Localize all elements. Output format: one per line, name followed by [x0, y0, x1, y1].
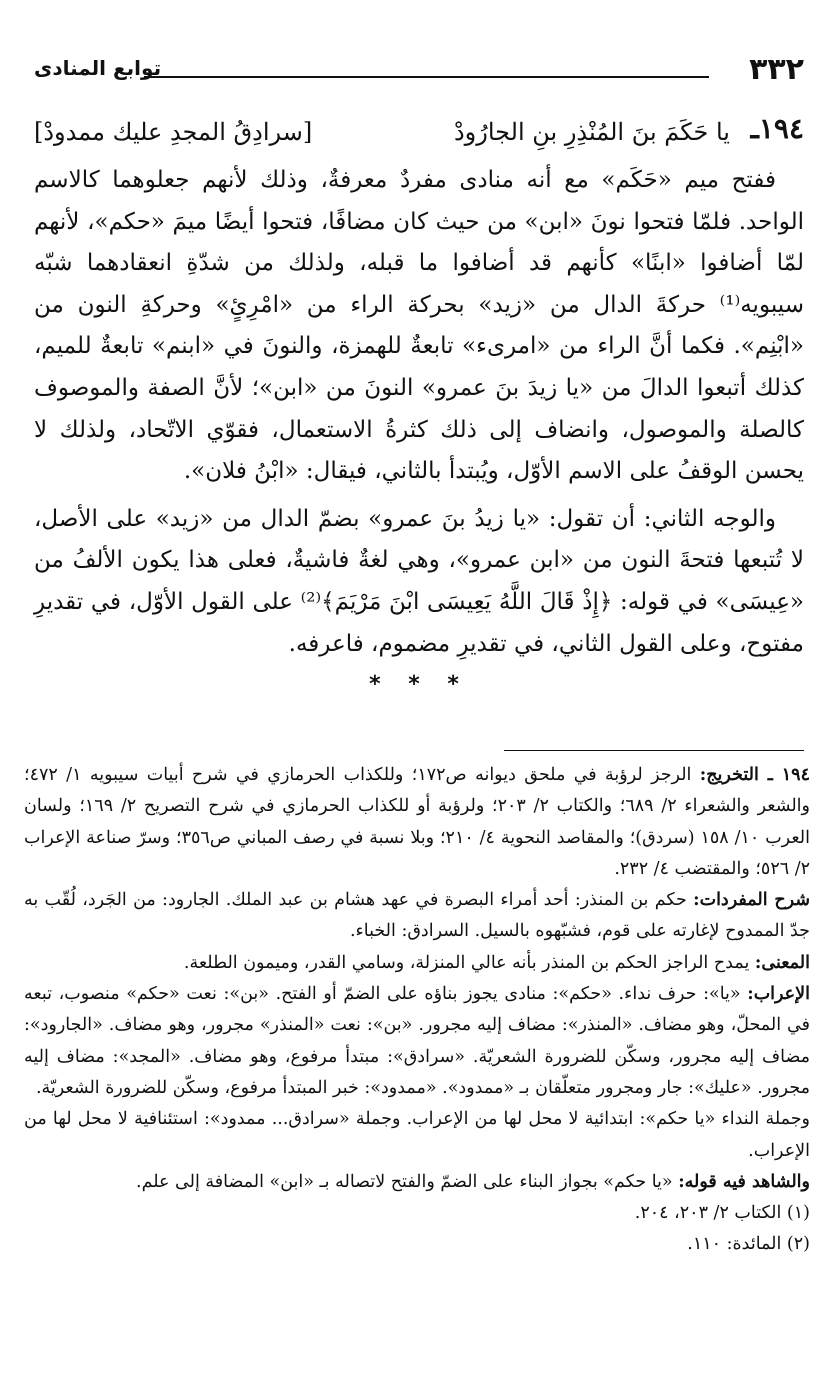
verse-number: ١٩٤ـ [750, 112, 804, 145]
note-shahid [24, 1167, 810, 1198]
page-header [34, 52, 804, 86]
mana-label: المعنى: [754, 952, 810, 973]
irab-text: «يا»: حرف نداء. «حكم»: منادى يجوز بناؤه على الضمّ أو الفتح. «بن»: نعت «حكم» منصوب، تبعه في المحلّ، وهو مضاف. «المنذر»: مضاف إليه مجرور. «بن»: نعت «المنذر» مجرور، وهو مضاف. «الجارود»: مضاف إليه مجرور، وسكّن للضرورة الشعريّة. «سرادق»: مبتدأ مرفوع، وهو مضاف. «المجد»: مضاف إليه مجرور. «عليك»: جار ومجرور متعلّقان بـ «ممدود». «ممدود»: خبر المبتدأ مرفوع، وسكّن للضرورة الشعريّة. [24, 984, 810, 1098]
running-title: توابع المنادى [34, 56, 162, 80]
mana-text: يمدح الراجز الحكم بن المنذر بأنه عالي المنزلة، وسامي القدر، وميمون الطلعة. [183, 952, 750, 973]
irab-label: الإعراب: [747, 984, 810, 1005]
header-rule [144, 76, 709, 78]
note-mufradat [24, 885, 810, 948]
verse-second-hemistich: [سرادِقُ المجدِ عليك ممدودْ] [34, 118, 313, 146]
footnote-rule [504, 750, 804, 751]
note-irab [24, 979, 810, 1104]
takhrij-label: ١٩٤ ـ التخريج: [699, 765, 810, 785]
shahid-text: «يا حكم» بجواز البناء على الضمّ والفتح لاتصاله بـ «ابن» المضافة إلى علم. [136, 1171, 673, 1192]
paragraph-1: ففتح ميم «حَكَم» مع أنه منادى مفردٌ معرفةٌ، وذلك لأنهم جعلوهما كالاسم الواحد. فلمّا فتحوا نونَ «ابن» من حيث كان مضافًا، فتحوا أيضًا ميمَ «حكم»، لأنهم لمّا أضافوا «ابنًا» كأنهم قد أضافوا ما قبله، ولذلك من شدّةِ انعقادهما شبّه سيبويه⁽¹⁾ حركةَ الدال من «زيد» بحركة الراء من «امْرِئٍ» وحركةِ النون من «ابْنِم». فكما أنَّ الراء من «امرىء» تابعةٌ للهمزة، والنونَ في «ابنم» تابعةٌ للميم، كذلك أتبعوا الدالَ من «يا زيدَ بنَ عمرو» النونَ من «ابن»؛ لأنَّ الصفة والموصوف كالصلة والموصول، وانضاف إلى ذلك كثرةُ الاستعمال، فقوّي الاتّحاد، ولذلك لا يحسن الوقفُ على الاسم الأوّل، ويُبتدأ بالثاني، فيقال: «ابْنُ فلان». [34, 167, 804, 485]
verse-line [34, 112, 804, 156]
footnote-1: (١) الكتاب ٢/ ٢٠٣، ٢٠٤. [634, 1203, 810, 1224]
footnote-2: (٢) المائدة: ١١٠. [687, 1234, 810, 1255]
note-jumla: وجملة النداء «يا حكم»: ابتدائية لا محل لها من الإعراب. وجملة «سرادق... ممدود»: استئنافية لا محل لها من الإعراب. [24, 1109, 810, 1161]
main-text [34, 160, 804, 665]
verse-first-hemistich: يا حَكَمَ بنَ المُنْذِرِ بنِ الجارُودْ [453, 118, 730, 146]
section-separator: * * * [369, 672, 469, 697]
mufradat-text: حكم بن المنذر: أحد أمراء البصرة في عهد هشام بن عبد الملك. الجارود: من الجَرد، لُقّب به جدّ الممدوح لإغارته على قوم، فشبّهوه بالسيل. السرادق: الخباء. [24, 890, 810, 942]
note-takhrij [24, 760, 810, 885]
takhrij-text: الرجز لرؤبة في ملحق ديوانه ص١٧٢؛ وللكذاب الحرمازي في شرح أبيات سيبويه ١/ ٤٧٢؛ والشعر والشعراء ٢/ ٦٨٩؛ والكتاب ٢/ ٢٠٣؛ ولرؤبة أو للكذاب الحرمازي في شرح التصريح ٢/ ١٦٩؛ ولسان العرب ١٠/ ١٥٨ (سردق)؛ والمقاصد النحوية ٤/ ٢١٠؛ وبلا نسبة في رصف المباني ص٣٥٦؛ وسرّ صناعة الإعراب ٢/ ٥٢٦؛ والمقتضب ٤/ ٢٣٢. [24, 765, 810, 879]
page-number: ٣٣٢ [749, 52, 804, 87]
mufradat-label: شرح المفردات: [693, 890, 810, 911]
footnotes [24, 760, 810, 1261]
paragraph-2: والوجه الثاني: أن تقول: «يا زيدُ بنَ عمرو» بضمّ الدال من «زيد» على الأصل، لا تُتبعها فتحةَ النون من «ابن عمرو»، وهي لغةٌ فاشيةٌ، فعلى هذا يكون الألفُ من «عِيسَى» في قوله: ﴿إِذْ قَالَ اللَّهُ يَعِيسَى ابْنَ مَرْيَمَ﴾⁽²⁾ على القول الأوّل، في تقديرِ مفتوح، وعلى القول الثاني، في تقديرِ مضموم، فاعرفه. [34, 505, 804, 657]
shahid-label: والشاهد فيه قوله: [678, 1171, 810, 1192]
note-mana [24, 948, 810, 979]
